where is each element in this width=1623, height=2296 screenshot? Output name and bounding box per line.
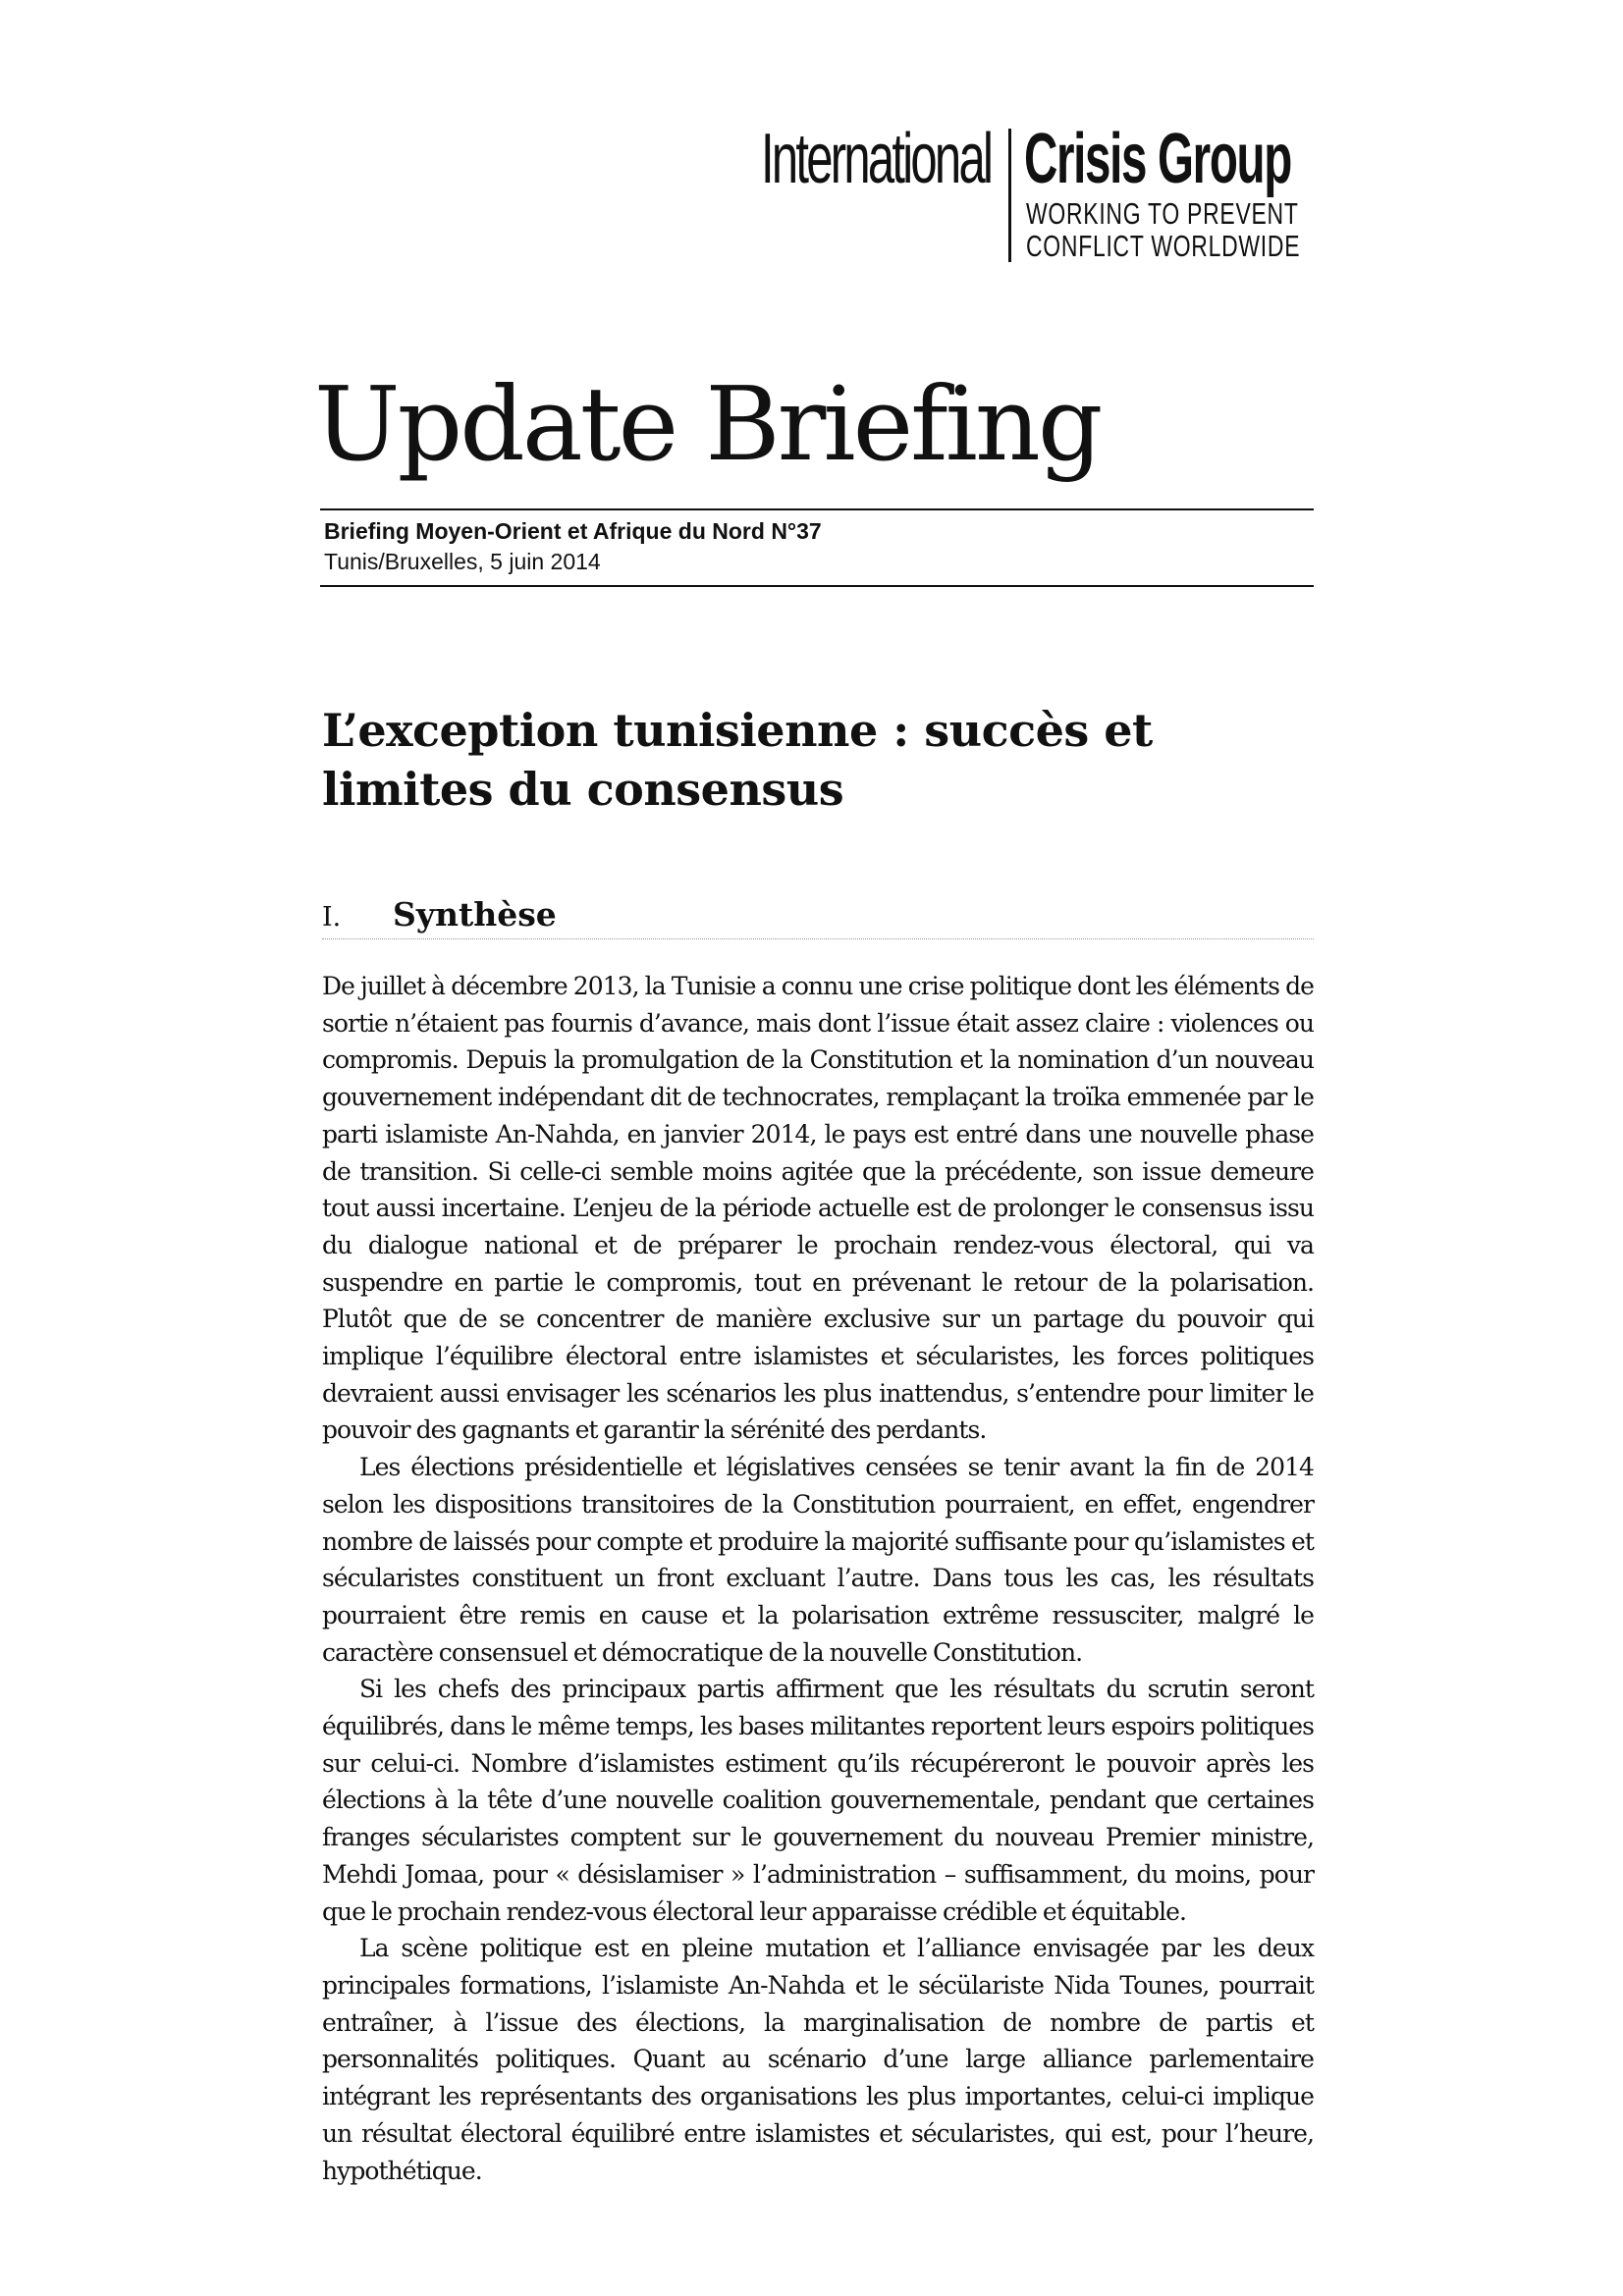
header-rule-bottom: [320, 585, 1314, 587]
logo-wordmark-crisis-group: Crisis Group: [1024, 120, 1291, 198]
report-title-line1: L’exception tunisienne : succès et: [322, 704, 1153, 757]
paragraph: De juillet à décembre 2013, la Tunisie a connu une crise politique dont les éléments de sortie n’étaient pas fournis d’avance, mais dont l’issue était assez claire : violences ou compromis. Depuis la promulgation de la Constitution et la nomination d’un nouveau gouvernement indépendant dit de technocrates, remplaçant la troïka emmenée par le parti islamiste An-Nahda, en janvier 2014, le pays est entré dans une nouvelle phase de transition. Si celle-ci semble moins agitée que la précédente, son issue demeure tout aussi incertaine. L’enjeu de la période actuelle est de prolonger le consensus issu du dialogue national et de préparer le prochain rendez-vous électoral, qui va suspendre en partie le compromis, tout en prévenant le retour de la polarisation. Plutôt que de se concentrer de manière exclusive sur un partage du pouvoir qui implique l’équilibre électoral entre islamistes et sécularistes, les forces politiques devraient aussi envisager les scénarios les plus inattendus, s’entendre pour limiter le pouvoir des gagnants et garantir la sérénité des perdants.: [322, 972, 1314, 1445]
body-text: [322, 968, 1314, 2189]
paragraph: Si les chefs des principaux partis affirment que les résultats du scrutin seront équilibrés, dans le même temps, les bases militantes reportent leurs espoirs politiques sur celui-ci. Nombre d’islamistes estiment qu’ils récupéreront le pouvoir après les élections à la tête d’une nouvelle coalition gouvernementale, pendant que certaines franges sécularistes comptent sur le gouvernement du nouveau Premier ministre, Mehdi Jomaa, pour « désislamiser » l’administration – suffisamment, du moins, pour que le prochain rendez-vous électoral leur apparaisse crédible et équitable.: [322, 1675, 1314, 1926]
briefing-place-date: Tunis/Bruxelles, 5 juin 2014: [324, 549, 601, 574]
logo-divider: [1008, 129, 1011, 262]
section-number: I.: [322, 902, 342, 933]
briefing-series: Briefing Moyen-Orient et Afrique du Nord N°37: [324, 518, 822, 544]
logo-wordmark-international: International: [761, 120, 992, 198]
logo-tagline-line1: WORKING TO PREVENT: [1026, 196, 1299, 231]
section-divider: [322, 938, 1314, 939]
section-title: Synthèse: [393, 895, 557, 934]
logo-tagline-line2: CONFLICT WORLDWIDE: [1026, 229, 1301, 263]
doc-type-title: Update Briefing: [314, 364, 1101, 484]
header-rule-top: [320, 508, 1314, 510]
briefing-meta: [324, 516, 822, 577]
paragraph: Les élections présidentielle et législatives censées se tenir avant la fin de 2014 selon les dispositions transitoires de la Constitution pourraient, en effet, engendrer nombre de laissés pour compte et produire la majorité suffisante pour qu’islamistes et sécularistes constituent un front excluant l’autre. Dans tous les cas, les résultats pourraient être remis en cause et la polarisation extrême ressusciter, malgré le caractère consensuel et démocratique de la nouvelle Constitution.: [322, 1453, 1314, 1667]
crisis-group-logo: [761, 120, 1350, 265]
report-title-line2: limites du consensus: [322, 763, 844, 816]
section-heading: [322, 891, 1314, 940]
logo-tagline: [1026, 197, 1300, 262]
report-title: [322, 701, 1324, 819]
paragraph: La scène politique est en pleine mutation et l’alliance envisagée par les deux principales formations, l’islamiste An-Nahda et le sécülariste Nida Tounes, pourrait entraîner, à l’issue des élections, la marginalisation de nombre de partis et personnalités politiques. Quant au scénario d’une large alliance parlementaire intégrant les représentants des organisations les plus importantes, celui-ci implique un résultat électoral équilibré entre islamistes et sécularistes, qui est, pour l’heure, hypothétique.: [322, 1934, 1314, 2185]
